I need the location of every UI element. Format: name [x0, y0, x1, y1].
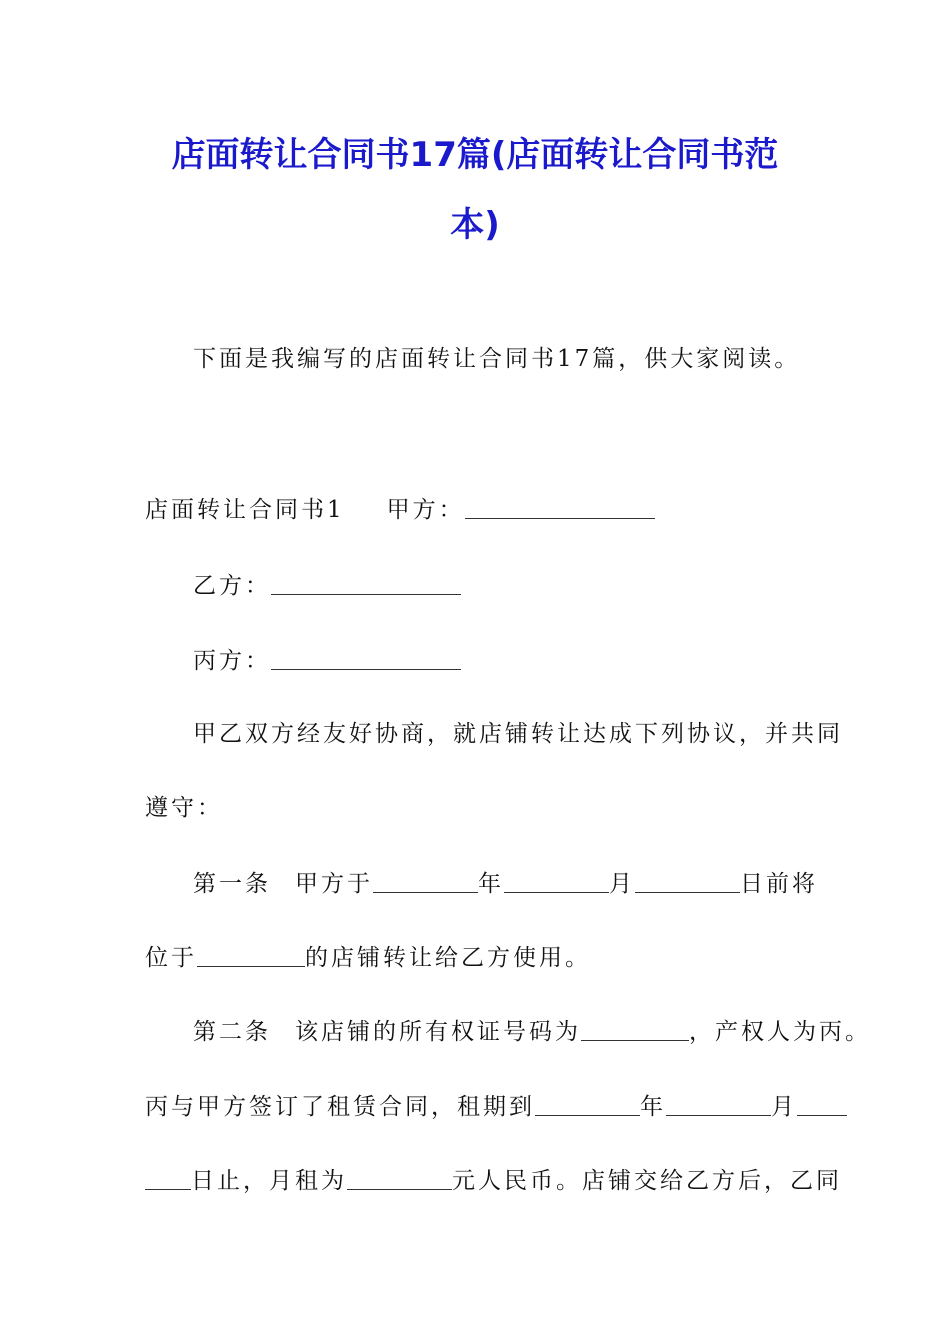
article-2-day-blank-part-1 — [797, 1095, 847, 1116]
article-1-text-end: 日前将 — [740, 871, 818, 897]
article-2-cert-blank — [581, 1020, 689, 1041]
article-2-line-3 — [145, 1169, 842, 1193]
article-2-text-end: ，产权人为丙。 — [689, 1019, 871, 1045]
article-2-year-blank — [535, 1095, 640, 1116]
article-1-text: 甲方于 — [295, 871, 373, 897]
party-b-blank — [271, 574, 461, 595]
article-2-lease-text: 丙与甲方签订了租赁合同，租期到 — [145, 1094, 535, 1120]
article-1-line-2 — [145, 946, 591, 970]
party-b-label: 乙方： — [193, 573, 271, 599]
article-2-rent-text-end: 元人民币。店铺交给乙方后，乙同 — [452, 1168, 842, 1194]
party-b-line — [193, 574, 461, 598]
contract-heading-line — [145, 498, 655, 522]
article-2-rent-blank — [347, 1169, 452, 1190]
article-1-line-1 — [193, 872, 818, 896]
article-1-day-blank — [635, 872, 740, 893]
article-1-location-label: 位于 — [145, 945, 197, 971]
article-2-rent-text: 日止，月租为 — [191, 1168, 347, 1194]
article-2-year-label: 年 — [640, 1094, 666, 1120]
article-2-text: 该店铺的所有权证号码为 — [295, 1019, 581, 1045]
intro-paragraph: 下面是我编写的店面转让合同书17篇，供大家阅读。 — [193, 346, 801, 372]
title-line-2: 本) — [450, 205, 500, 245]
article-1-year-label: 年 — [478, 871, 504, 897]
article-2-day-blank-part-2 — [145, 1169, 191, 1190]
party-c-line — [193, 649, 461, 673]
article-1-label: 第一条 — [193, 871, 271, 897]
title-line-1: 店面转让合同书17篇(店面转让合同书范 — [171, 135, 779, 175]
preamble-line-2: 遵守： — [145, 795, 223, 821]
article-2-month-label: 月 — [771, 1094, 797, 1120]
article-2-line-1 — [193, 1020, 871, 1044]
article-1-location-text: 的店铺转让给乙方使用。 — [305, 945, 591, 971]
contract-heading: 店面转让合同书1 — [145, 497, 345, 523]
article-1-month-label: 月 — [609, 871, 635, 897]
article-1-year-blank — [373, 872, 478, 893]
article-2-line-2 — [145, 1095, 847, 1119]
party-c-blank — [271, 649, 461, 670]
party-a-label: 甲方： — [386, 497, 465, 523]
article-2-label: 第二条 — [193, 1019, 271, 1045]
preamble-line-1: 甲乙双方经友好协商，就店铺转让达成下列协议，并共同 — [193, 721, 843, 747]
article-1-location-blank — [197, 946, 305, 967]
article-2-month-blank — [666, 1095, 771, 1116]
party-c-label: 丙方： — [193, 648, 271, 674]
article-1-month-blank — [504, 872, 609, 893]
party-a-blank — [465, 498, 655, 519]
